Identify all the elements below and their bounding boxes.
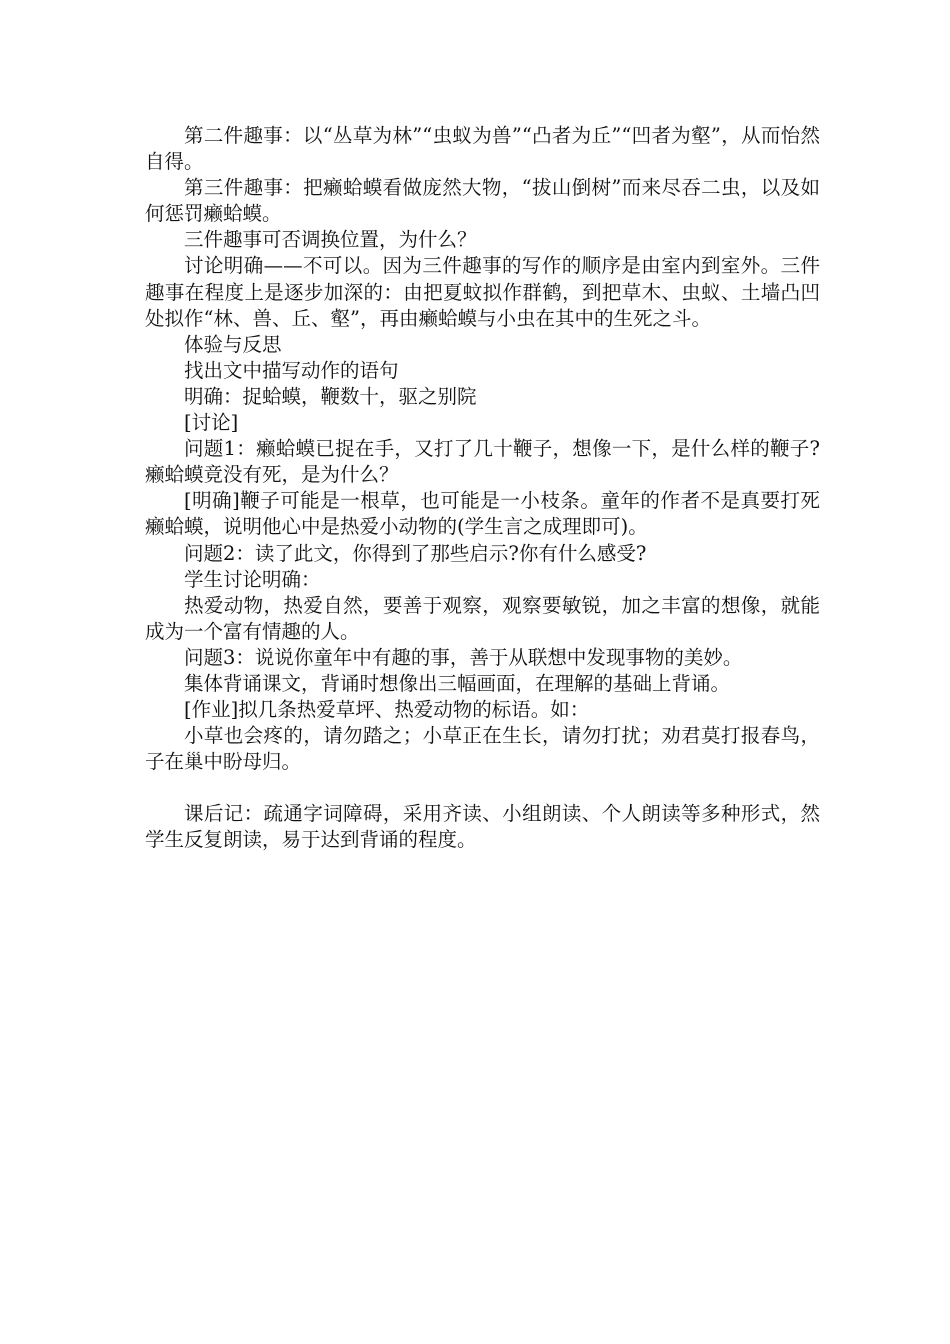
document-body bbox=[145, 123, 820, 854]
paragraph-answer-2: 热爱动物，热爱自然，要善于观察，观察要敏锐，加之丰富的想像，就能成为一个富有情趣的人。 bbox=[145, 593, 820, 643]
paragraph-afterword: 课后记：疏通字词障碍，采用齐读、小组朗读、个人朗读等多种形式，然学生反复朗读，易于达到背诵的程度。 bbox=[145, 802, 820, 852]
paragraph-discussion-label: [讨论] bbox=[184, 411, 239, 435]
paragraph-order-discussion: 讨论明确——不可以。因为三件趣事的写作的顺序是由室内到室外。三件趣事在程度上是逐步加深的：由把夏蚊拟作群鹤，到把草木、虫蚁、土墙凸凹处拟作“林、兽、丘、壑”，再由癞蛤蟆与小虫在其中的生死之斗。 bbox=[145, 254, 820, 330]
paragraph-find-actions: 找出文中描写动作的语句 bbox=[184, 358, 399, 382]
paragraph-second-fun-thing: 第二件趣事：以“丛草为林”“虫蚁为兽”“凸者为丘”“凹者为壑”，从而怡然自得。 bbox=[145, 124, 820, 174]
paragraph-answer-1: [明确]鞭子可能是一根草，也可能是一小枝条。童年的作者不是真要打死癞蛤蟆，说明他心中是热爱小动物的(学生言之成理即可)。 bbox=[145, 489, 820, 539]
paragraph-recitation: 集体背诵课文，背诵时想像出三幅画面，在理解的基础上背诵。 bbox=[184, 671, 731, 695]
paragraph-question-1: 问题1：癞蛤蟆已捉在手，又打了几十鞭子，想像一下，是什么样的鞭子?癞蛤蟆竟没有死，是为什么？ bbox=[145, 437, 820, 487]
paragraph-actions-answer: 明确：捉蛤蟆，鞭数十，驱之别院 bbox=[184, 384, 477, 408]
paragraph-homework: [作业]拟几条热爱草坪、热爱动物的标语。如： bbox=[184, 698, 590, 722]
paragraph-question-3: 问题3：说说你童年中有趣的事，善于从联想中发现事物的美妙。 bbox=[184, 645, 743, 669]
paragraph-student-discussion: 学生讨论明确： bbox=[184, 567, 321, 591]
paragraph-third-fun-thing: 第三件趣事：把癞蛤蟆看做庞然大物，“拔山倒树”而来尽吞二虫，以及如何惩罚癞蛤蟆。 bbox=[145, 176, 820, 226]
paragraph-slogans: 小草也会疼的，请勿踏之；小草正在生长，请勿打扰；劝君莫打报春鸟，子在巢中盼母归。 bbox=[145, 724, 820, 774]
paragraph-experience-heading: 体验与反思 bbox=[184, 332, 282, 356]
paragraph-order-question: 三件趣事可否调换位置，为什么？ bbox=[184, 228, 477, 252]
paragraph-question-2: 问题2：读了此文，你得到了那些启示?你有什么感受? bbox=[184, 541, 647, 565]
